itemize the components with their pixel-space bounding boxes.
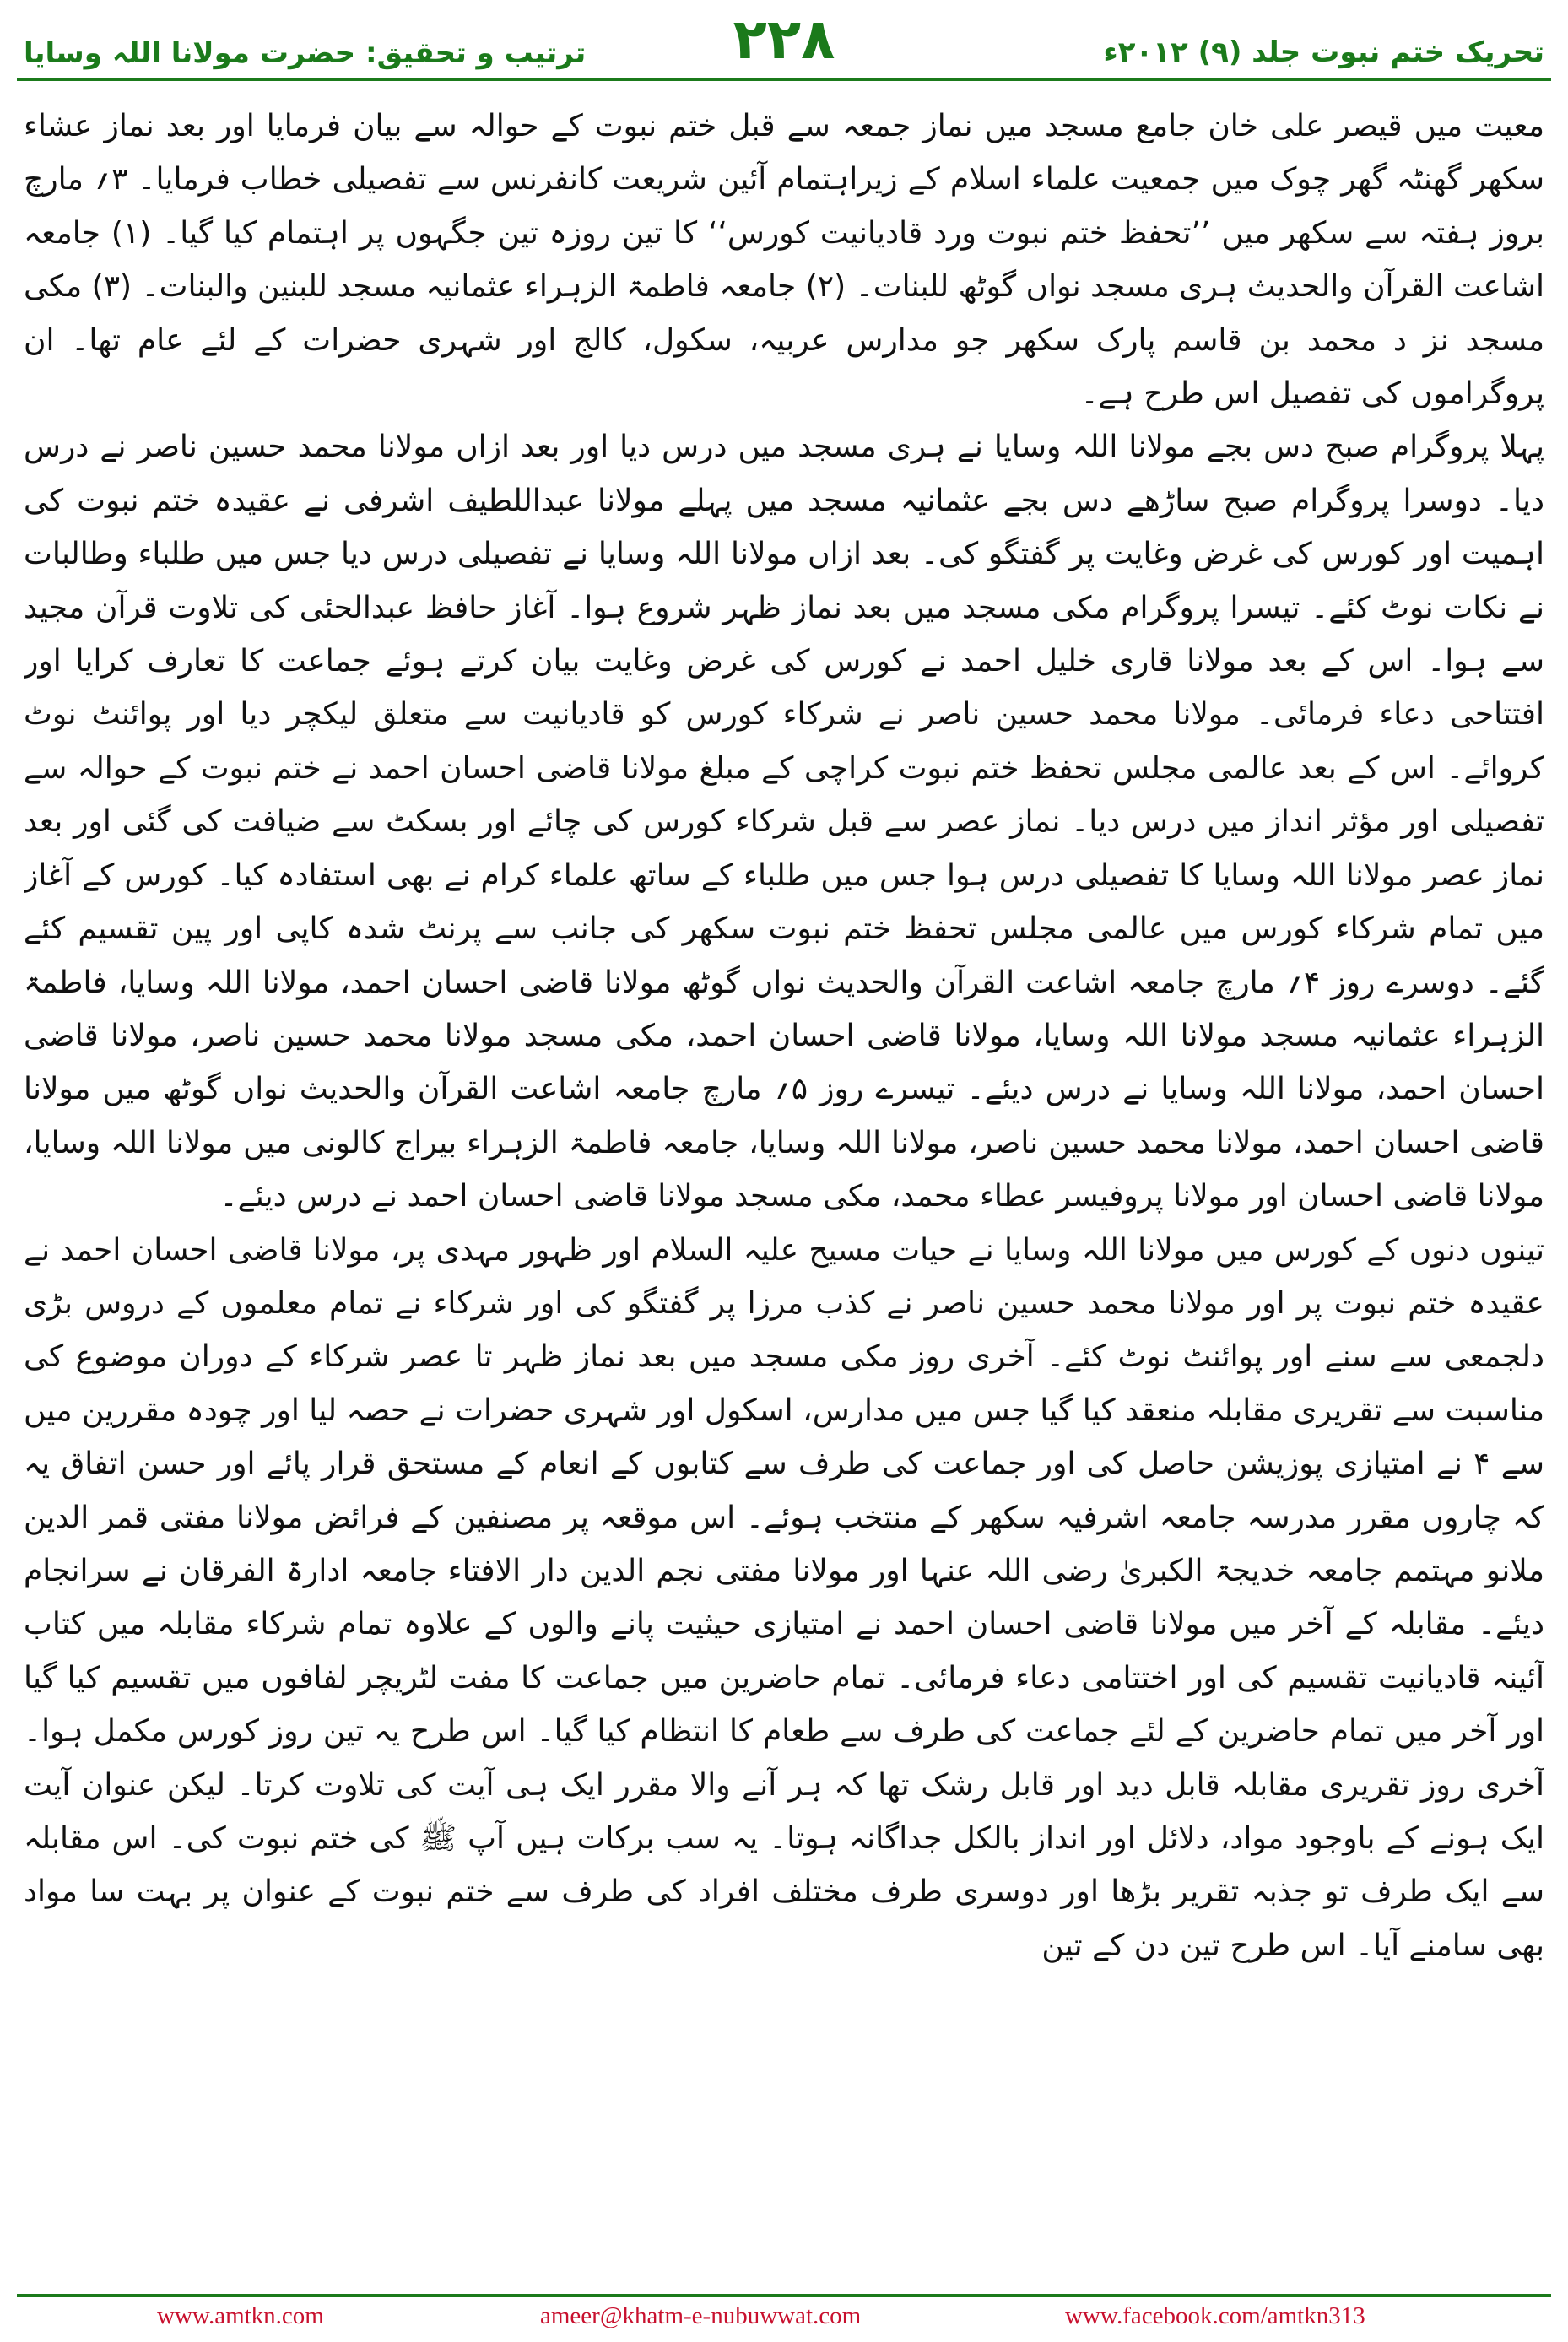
article-body <box>24 100 1544 2285</box>
page-number: ۲۲۸ <box>733 7 835 72</box>
facebook-link[interactable]: www.facebook.com/amtkn313 <box>1065 2302 1365 2329</box>
page-header <box>0 0 1568 78</box>
page-footer <box>0 2302 1568 2339</box>
footer-divider <box>17 2294 1551 2297</box>
paragraph: معیت میں قیصر علی خان جامع مسجد میں نماز جمعہ سے قبل ختم نبوت کے حوالہ سے بیان فرمایا اور بعد نماز عشاء سکھر گھنٹہ گھر چوک میں جمعیت علماء اسلام کے زیراہتمام آئین شریعت کانفرنس سے تفصیلی خطاب فرمایا۔ ۳؍ مارچ بروز ہفتہ سے سکھر میں ’’تحفظ ختم نبوت ورد قادیانیت کورس‘‘ کا تین روزہ تین جگہوں پر اہتمام کیا گیا۔ (۱) جامعہ اشاعت القرآن والحدیث ہری مسجد نواں گوٹھ للبنات۔ (۲) جامعہ فاطمۃ الزہراء عثمانیہ مسجد للبنین والبنات۔ (۳) مکی مسجد نز د محمد بن قاسم پارک سکھر جو مدارس عربیہ، سکول، کالج اور شہری حضرات کے لئے عام تھا۔ ان پروگراموں کی تفصیل اس طرح ہے۔ <box>24 109 1544 412</box>
paragraph: تینوں دنوں کے کورس میں مولانا اللہ وسایا نے حیات مسیح علیہ السلام اور ظہور مہدی پر، مولانا قاضی احسان احمد نے عقیدہ ختم نبوت پر اور مولانا محمد حسین ناصر نے کذب مرزا پر گفتگو کی اور شرکاء نے تمام معلموں کے دروس بڑی دلجمعی سے سنے اور پوائنٹ نوٹ کئے۔ آخری روز مکی مسجد میں بعد نماز ظہر تا عصر شرکاء کے دوران موضوع کی مناسبت سے تقریری مقابلہ منعقد کیا گیا جس میں مدارس، اسکول اور شہری حضرات نے حصہ لیا اور چودہ مقررین میں سے ۴ نے امتیازی پوزیشن حاصل کی اور جماعت کی طرف سے کتابوں کے انعام کے مستحق قرار پائے اور حسن اتفاق یہ کہ چاروں مقرر مدرسہ جامعہ اشرفیہ سکھر کے منتخب ہوئے۔ اس موقعہ پر مصنفین کے فرائض مولانا مفتی قمر الدین ملانو مہتمم جامعہ خدیجۃ الکبریٰ رضی اللہ عنہا اور مولانا مفتی نجم الدین دار الافتاء جامعہ ادارۃ الفرقان نے سرانجام دیئے۔ مقابلہ کے آخر میں مولانا قاضی احسان احمد نے امتیازی حیثیت پانے والوں کے علاوہ تمام شرکاء مقابلہ میں کتاب آئینہ قادیانیت تقسیم کی اور اختتامی دعاء فرمائی۔ تمام حاضرین میں جماعت کا مفت لٹریچر لفافوں میں تقسیم کیا گیا اور آخر میں تمام حاضرین کے لئے جماعت کی طرف سے طعام کا انتظام کیا گیا۔ اس طرح یہ تین روز کورس مکمل ہوا۔ آخری روز تقریری مقابلہ قابل دید اور قابل رشک تھا کہ ہر آنے والا مقرر ایک ہی آیت کی تلاوت کرتا۔ لیکن عنوان آیت ایک ہونے کے باوجود مواد، دلائل اور انداز بالکل جداگانہ ہوتا۔ یہ سب برکات ہیں آپ ﷺ کی ختم نبوت کی۔ اس مقابلہ سے ایک طرف تو جذبہ تقریر بڑھا اور دوسری طرف مختلف افراد کی طرف سے ختم نبوت کے عنوان پر بہت سا مواد بھی سامنے آیا۔ اس طرح تین دن کے تین <box>24 1232 1544 1963</box>
header-divider <box>17 78 1551 81</box>
compiler-credit: ترتیب و تحقیق: حضرت مولانا اللہ وسایا <box>24 36 587 70</box>
paragraph: پہلا پروگرام صبح دس بجے مولانا اللہ وسایا نے ہری مسجد میں درس دیا اور بعد ازاں مولانا محمد حسین ناصر نے درس دیا۔ دوسرا پروگرام صبح ساڑھے دس بجے عثمانیہ مسجد میں پہلے مولانا عبداللطیف اشرفی نے عقیدہ ختم نبوت کی اہمیت اور کورس کی غرض وغایت پر گفتگو کی۔ بعد ازاں مولانا اللہ وسایا نے تفصیلی درس دیا جس میں طلباء وطالبات نے نکات نوٹ کئے۔ تیسرا پروگرام مکی مسجد میں بعد نماز ظہر شروع ہوا۔ آغاز حافظ عبدالحئی کی تلاوت قرآن مجید سے ہوا۔ اس کے بعد مولانا قاری خلیل احمد نے کورس کی غرض وغایت بیان کرتے ہوئے جماعت کا تعارف کرایا اور افتتاحی دعاء فرمائی۔ مولانا محمد حسین ناصر نے شرکاء کورس کو قادیانیت سے متعلق لیکچر دیا اور پوائنٹ نوٹ کروائے۔ اس کے بعد عالمی مجلس تحفظ ختم نبوت کراچی کے مبلغ مولانا قاضی احسان احمد نے ختم نبوت کے حوالہ سے تفصیلی اور مؤثر انداز میں درس دیا۔ نماز عصر سے قبل شرکاء کورس کی چائے اور بسکٹ سے ضیافت کی گئی اور بعد نماز عصر مولانا اللہ وسایا کا تفصیلی درس ہوا جس میں طلباء کے ساتھ علماء کرام نے بھی استفادہ کیا۔ کورس کے آغاز میں تمام شرکاء کورس میں عالمی مجلس تحفظ ختم نبوت سکھر کی جانب سے پرنٹ شدہ کاپی اور پین تقسیم کئے گئے۔ دوسرے روز ۴؍ مارچ جامعہ اشاعت القرآن والحدیث نواں گوٹھ مولانا قاضی احسان احمد، مولانا اللہ وسایا، فاطمۃ الزہراء عثمانیہ مسجد مولانا اللہ وسایا، مولانا قاضی احسان احمد، مکی مسجد مولانا محمد حسین ناصر، مولانا قاضی احسان احمد، مولانا اللہ وسایا نے درس دیئے۔ تیسرے روز ۵؍ مارچ جامعہ اشاعت القرآن والحدیث نواں گوٹھ میں مولانا قاضی احسان احمد، مولانا محمد حسین ناصر، مولانا اللہ وسایا، جامعہ فاطمۃ الزہراء بیراج کالونی میں مولانا اللہ وسایا، مولانا قاضی احسان اور مولانا پروفیسر عطاء محمد، مکی مسجد مولانا قاضی احسان احمد نے درس دیئے۔ <box>24 430 1544 1214</box>
website-link[interactable]: www.amtkn.com <box>157 2302 324 2329</box>
book-title: تحریک ختم نبوت جلد (۹) ۲۰۱۲ء <box>1103 35 1544 69</box>
email-link[interactable]: ameer@khatm-e-nubuwwat.com <box>540 2302 862 2329</box>
